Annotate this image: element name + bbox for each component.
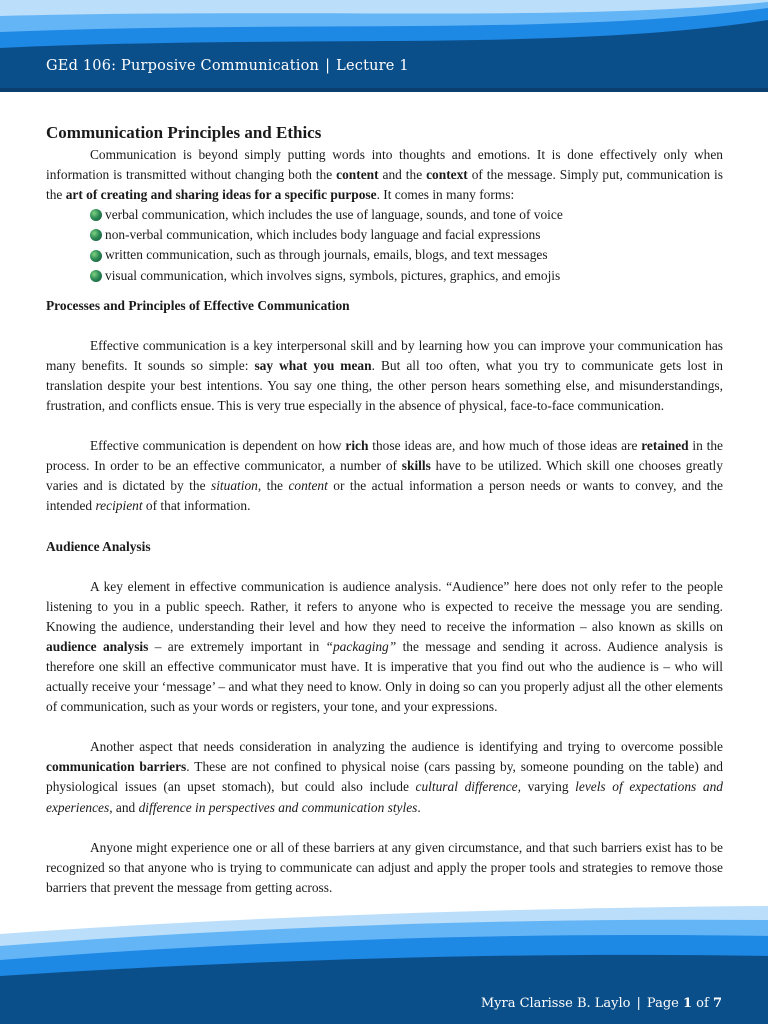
communication-forms-list [46,205,723,285]
paragraph-richness: Effective communication is dependent on how rich those ideas are, and how much of those ideas are retained in the process. In order to be an effective communicator, a number of skills have to be utilized. Which skill one chooses greatly varies and is dictated by the situation, the content or the actual information a person needs or wants to convey, and the intended recipient of that information. [46,438,723,514]
author-name: Myra Clarisse B. Laylo [480,996,631,1011]
paragraph-barriers: Another aspect that needs consideration in analyzing the audience is identifying and trying to overcome possible communication barriers. These are not confined to physical noise (cars passing by, someone pounding on the table) and physiological issues (an upset stomach), but could also include cultural difference, varying levels of expectations and experiences, and difference in perspectives and communication styles. [46,739,724,815]
list-item: written communication, such as through journals, emails, blogs, and text messages [90,245,723,265]
list-item: verbal communication, which includes the use of language, sounds, and tone of voice [90,205,723,225]
list-item: non-verbal communication, which includes body language and facial expressions [90,225,723,245]
globe-bullet-icon [90,229,102,241]
section-heading-processes: Processes and Principles of Effective Communication [46,297,350,313]
list-item: visual communication, which involves signs, symbols, pictures, graphics, and emojis [90,266,723,286]
footer-separator: | [636,996,641,1011]
document-title: Communication Principles and Ethics [46,123,322,142]
header-separator: | [325,58,331,74]
page-label: Page [646,996,679,1011]
lecture-label: Lecture 1 [336,58,409,74]
globe-bullet-icon [90,270,102,282]
course-title: GEd 106: Purposive Communication [46,58,320,74]
globe-bullet-icon [90,209,102,221]
section-heading-audience: Audience Analysis [46,538,151,554]
paragraph-recognize-barriers: Anyone might experience one or all of these barriers at any given circumstance, and that such barriers exist has to be recognized so that anyone who is trying to communicate can adjust and apply the proper tools and strategies to remove those barriers that prevent the message from getting across. [46,839,723,895]
page-current: 1 [682,996,693,1011]
header-banner [0,0,768,100]
document-body [46,121,723,898]
globe-bullet-icon [90,250,102,262]
intro-paragraph: Communication is beyond simply putting words into thoughts and emotions. It is done effectively only when information is transmitted without changing both the content and the context of the message. Simply put, communication is the art of creating and sharing ideas for a specific purpose. It comes in many forms: [46,147,723,203]
page-total: 7 [712,996,722,1011]
paragraph-effective-communication: Effective communication is a key interpersonal skill and by learning how you can improve your communication has many benefits. It sounds so simple: say what you mean. But all too often, what you try to communicate gets lost in translation despite your best intentions. You say one thing, the other person hears something else, and misunderstandings, frustration, and conflicts ensue. This is very true especially in the absence of physical, face-to-face communication. [46,337,724,414]
footer-text [481,996,722,1011]
paragraph-audience-analysis: A key element in effective communication is audience analysis. “Audience” here does not only refer to the people listening to you in a public speech. Rather, it refers to anyone who is expected to receive the message you are sending. Knowing the audience, understanding their level and how they need to receive the information – also known as skills on audience analysis – are extremely important in “packaging” the message and sending it across. Audience analysis is therefore one skill an effective communicator must have. It is imperative that you find out who the audience is – who will actually receive your ‘message’ – and what they need to know. Only in doing so can you properly adjust all the other elements of communication, such as your words or registers, your tone, and your expressions. [46,578,723,715]
page-of: of [696,996,709,1011]
header-title [46,58,409,74]
